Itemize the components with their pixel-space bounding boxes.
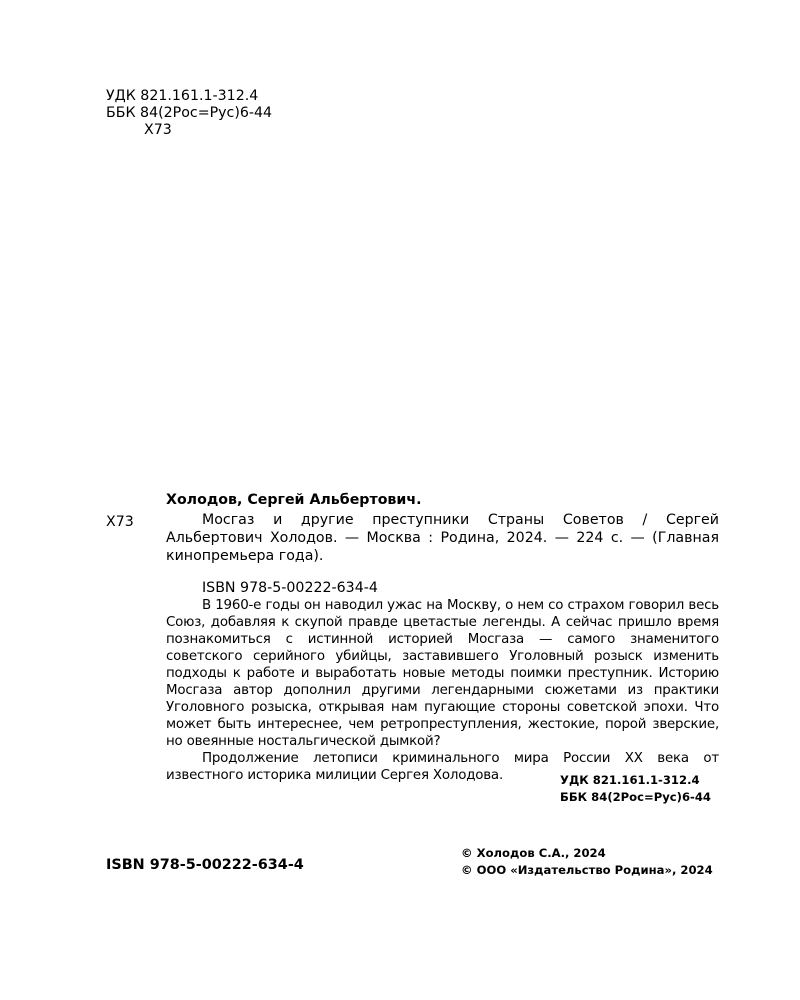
- udk-code: УДК 821.161.1-312.4: [106, 88, 259, 104]
- udk-code: УДК 821.161.1-312.4: [560, 773, 700, 787]
- classification-codes-bottom: [560, 772, 711, 806]
- annotation-paragraph: В 1960-е годы он наводил ужас на Москву, о нем со страхом говорил весь Союз, добавляя к скупой правде цветастые легенды. А сейчас пришло время познакомиться с истинной историей Мосгаза — самого знаменитого советского серийного убийцы, заставившего Уголовный розыск изменить подходы к работе и выработать новые методы поимки преступник. Историю Мосгаза автор дополнил другими легендарными сюжетами из практики Уголовного розыска, открывая нам пугающие стороны советской эпохи. Что может быть интереснее, чем ретропреступления, жестокие, порой зверские, но овеянные ностальгической дымкой?: [166, 598, 719, 749]
- annotation: [166, 597, 719, 784]
- copyright-author: © Холодов С.А., 2024: [461, 846, 606, 860]
- bbk-code: ББК 84(2Рос=Рус)6-44: [560, 790, 711, 804]
- author-mark: Х73: [144, 122, 172, 138]
- isbn-footer: ISBN 978-5-00222-634-4: [106, 857, 304, 873]
- bbk-code: ББК 84(2Рос=Рус)6-44: [106, 105, 273, 121]
- annotation-paragraph: Продолжение летописи криминального мира России XX века от известного историка милиции Сергея Холодова.: [166, 751, 719, 783]
- author-mark-side: Х73: [106, 514, 134, 530]
- bibliographic-record: [166, 491, 719, 597]
- classification-codes-top: [106, 88, 272, 139]
- copyright-block: [461, 845, 713, 879]
- bibliographic-description: Мосгаз и другие преступники Страны Советов / Сергей Альбертович Холодов. — Москва : Родина, 2024. — 224 с. — (Главная кинопремьера года).: [166, 512, 719, 564]
- copyright-publisher: © ООО «Издательство Родина», 2024: [461, 863, 713, 877]
- record-isbn: ISBN 978-5-00222-634-4: [202, 580, 378, 596]
- author-heading: Холодов, Сергей Альбертович.: [166, 492, 422, 508]
